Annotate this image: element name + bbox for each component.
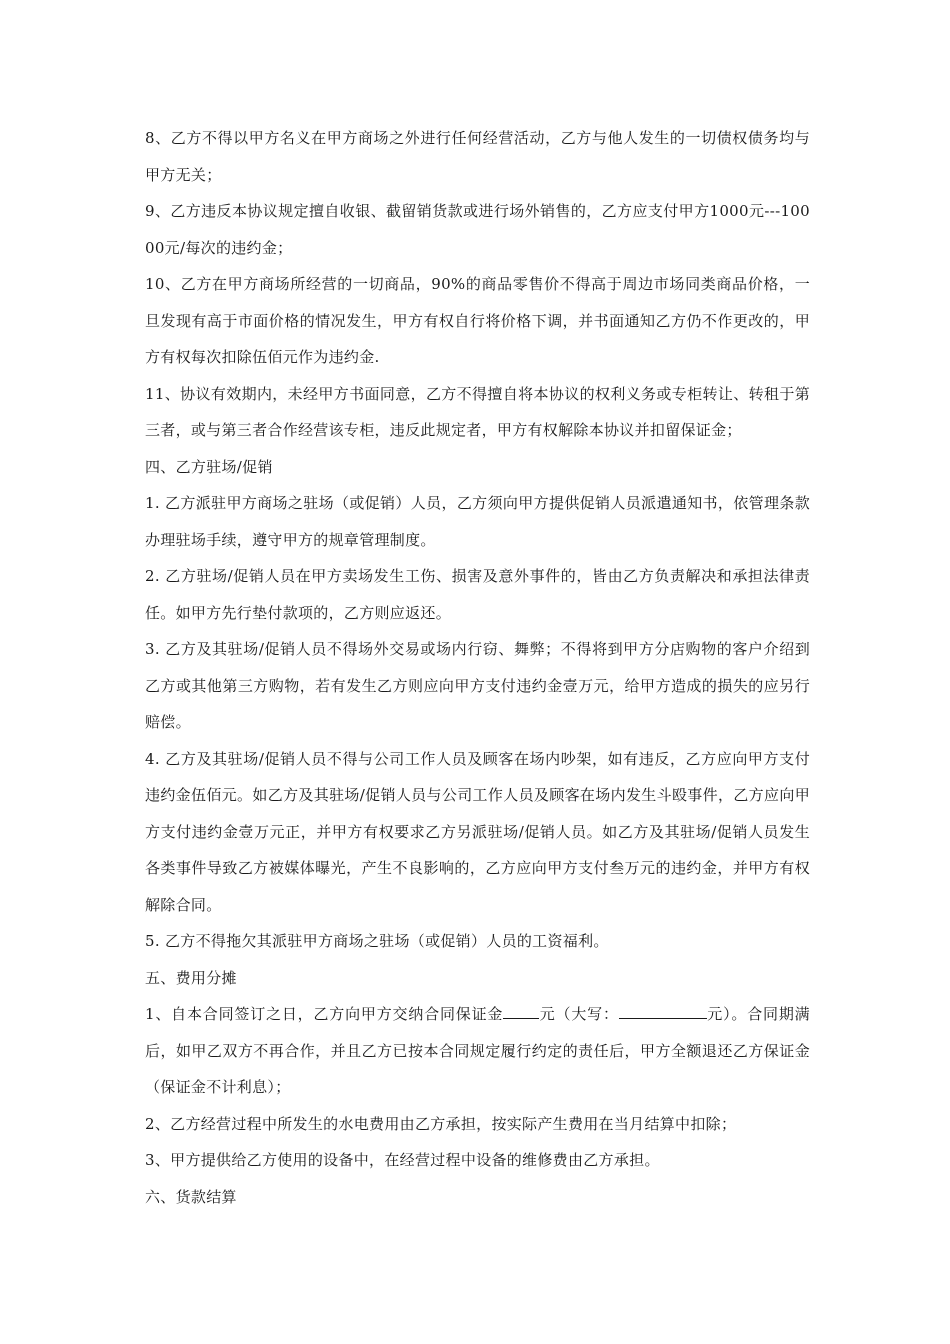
deposit-text-2: 元（大写：: [539, 1005, 619, 1023]
deposit-amount-words-blank: [619, 1004, 707, 1019]
section-heading-6: 六、货款结算: [145, 1187, 237, 1206]
clause-11: 11、协议有效期内，未经甲方书面同意，乙方不得擅自将本协议的权利义务或专柜转让、转租于第三者，或与第三者合作经营该专柜，违反此规定者，甲方有权解除本协议并扣留保证金；: [145, 384, 810, 439]
section5-clause-2: 2、乙方经营过程中所发生的水电费用由乙方承担，按实际产生费用在当月结算中扣除；: [145, 1114, 737, 1133]
clause-10: 10、乙方在甲方商场所经营的一切商品，90%的商品零售价不得高于周边市场同类商品价格，一旦发现有高于市面价格的情况发生，甲方有权自行将价格下调，并书面通知乙方仍不作更改的，甲方有权每次扣除伍佰元作为违约金.: [145, 275, 810, 366]
section4-clause-4: 4. 乙方及其驻场/促销人员不得与公司工作人员及顾客在场内吵架，如有违反，乙方应向甲方支付违约金伍佰元。如乙方及其驻场/促销人员与公司工作人员及顾客在场内发生斗殴事件，乙方应向甲方支付违约金壹万元正，并甲方有权要求乙方另派驻场/促销人员。如乙方及其驻场/促销人员发生各类事件导致乙方被媒体曝光，产生不良影响的，乙方应向甲方支付叁万元的违约金，并甲方有权解除合同。: [145, 749, 810, 914]
section4-clause-3: 3. 乙方及其驻场/促销人员不得场外交易或场内行窃、舞弊；不得将到甲方分店购物的客户介绍到乙方或其他第三方购物，若有发生乙方则应向甲方支付违约金壹万元，给甲方造成的损失的应另行赔偿。: [145, 640, 810, 731]
section4-clause-2: 2. 乙方驻场/促销人员在甲方卖场发生工伤、损害及意外事件的，皆由乙方负责解决和承担法律责任。如甲方先行垫付款项的，乙方则应返还。: [145, 567, 810, 622]
section4-clause-1: 1. 乙方派驻甲方商场之驻场（或促销）人员，乙方须向甲方提供促销人员派遣通知书，依管理条款办理驻场手续，遵守甲方的规章管理制度。: [145, 494, 810, 549]
clause-9: 9、乙方违反本协议规定擅自收银、截留销货款或进行场外销售的，乙方应支付甲方1000元---10000元/每次的违约金；: [145, 202, 810, 257]
clause-8: 8、乙方不得以甲方名义在甲方商场之外进行任何经营活动，乙方与他人发生的一切债权债务均与甲方无关；: [145, 129, 810, 184]
section5-clause-3: 3、甲方提供给乙方使用的设备中，在经营过程中设备的维修费由乙方承担。: [145, 1151, 660, 1169]
section-heading-4: 四、乙方驻场/促销: [145, 457, 273, 476]
document-body: [145, 120, 810, 1215]
section-heading-5: 五、费用分摊: [145, 968, 237, 987]
section4-clause-5: 5. 乙方不得拖欠其派驻甲方商场之驻场（或促销）人员的工资福利。: [145, 932, 609, 950]
deposit-text-3: 元）。合同期满后，如甲乙双方不再合作，并且乙方已按本合同规定履行约定的责任后，甲方全额退还乙方保证金（保证金不计利息）；: [145, 1005, 810, 1096]
section5-clause-1: [145, 996, 810, 1106]
deposit-amount-blank: [503, 1004, 539, 1019]
deposit-text-1: 1、自本合同签订之日，乙方向甲方交纳合同保证金: [145, 1005, 504, 1023]
